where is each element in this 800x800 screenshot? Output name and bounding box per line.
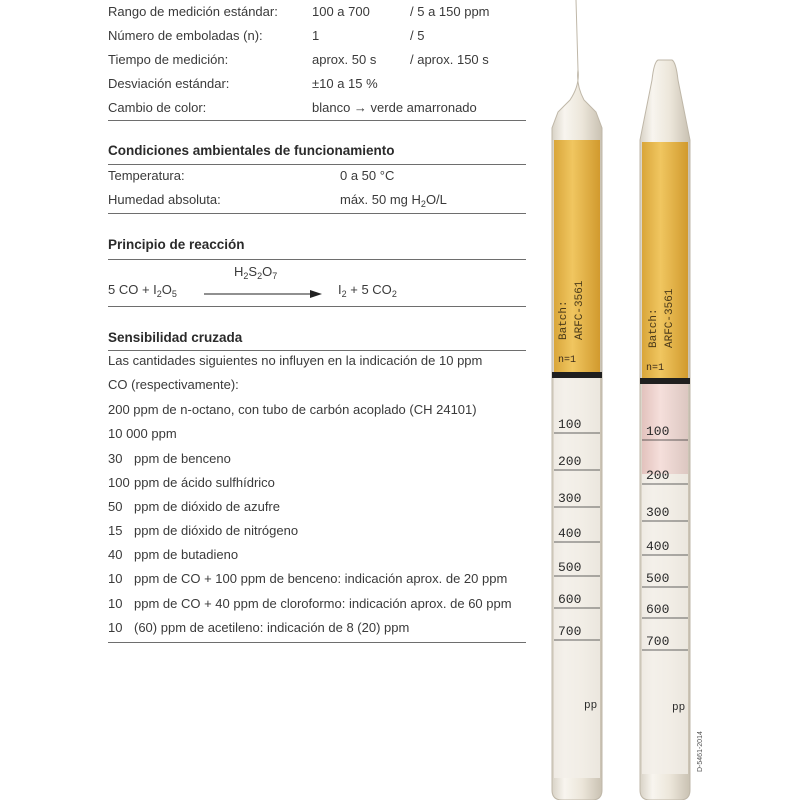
products bbox=[338, 282, 397, 299]
spec-row-range bbox=[108, 0, 526, 24]
divider bbox=[108, 642, 526, 643]
scale-unit: pp bbox=[584, 700, 598, 712]
item-amount: 100 bbox=[108, 475, 130, 490]
scale-label: 600 bbox=[558, 592, 582, 607]
item-text: ppm de benceno bbox=[134, 451, 231, 466]
tube-right bbox=[640, 60, 690, 800]
catalyst bbox=[234, 264, 277, 281]
detector-tubes bbox=[540, 0, 700, 800]
scale-label: 400 bbox=[558, 526, 582, 541]
spec-label: Rango de medición estándar: bbox=[108, 4, 278, 19]
divider bbox=[108, 306, 526, 307]
spec-label: Número de emboladas (n): bbox=[108, 28, 263, 43]
spec-row-strokes bbox=[108, 24, 526, 48]
item-amount: 40 bbox=[108, 547, 123, 562]
reaction-arrow-icon bbox=[204, 290, 322, 298]
ambient-value-text: O/L bbox=[425, 192, 447, 207]
reactant-text: 5 CO + I bbox=[108, 282, 157, 297]
cross-line: 200 ppm de n-octano, con tubo de carbón acoplado (CH 24101) bbox=[108, 402, 477, 417]
ambient-value-sub: 2 bbox=[420, 199, 426, 209]
list-item bbox=[108, 447, 231, 471]
reactant-sub: 2 bbox=[156, 289, 162, 299]
product-text: I bbox=[338, 282, 342, 297]
product-sub: 2 bbox=[391, 289, 397, 299]
scale-label: 100 bbox=[558, 417, 582, 432]
spec-row-color-change bbox=[108, 96, 526, 120]
tube-left bbox=[552, 0, 602, 800]
item-amount: 15 bbox=[108, 523, 123, 538]
spec-value: aprox. 50 s bbox=[312, 52, 377, 67]
spec-value: 1 bbox=[312, 28, 320, 43]
section-heading-reaction: Principio de reacción bbox=[108, 237, 245, 252]
list-item bbox=[108, 519, 298, 543]
cross-intro: CO (respectivamente): bbox=[108, 377, 239, 392]
scale-label: 500 bbox=[646, 571, 670, 586]
ambient-value: 0 a 50 °C bbox=[340, 168, 395, 183]
image-credit: D-5461-2014 bbox=[697, 731, 704, 772]
section-heading-cross-sensitivity: Sensibilidad cruzada bbox=[108, 330, 243, 345]
item-amount: 10 bbox=[108, 620, 123, 635]
item-amount: 30 bbox=[108, 451, 123, 466]
item-text: ppm de butadieno bbox=[134, 547, 239, 562]
spec-row-deviation bbox=[108, 72, 526, 96]
spec-value: ±10 a 15 % bbox=[312, 76, 378, 91]
item-text: ppm de CO + 40 ppm de cloroformo: indicación aprox. de 60 ppm bbox=[134, 596, 512, 611]
scale-label: 400 bbox=[646, 539, 670, 554]
cross-line: 10 000 ppm bbox=[108, 426, 177, 441]
scale-label: 200 bbox=[646, 468, 670, 483]
tube-left-band bbox=[552, 372, 602, 378]
list-item bbox=[108, 543, 238, 567]
ambient-row-temperature bbox=[108, 164, 526, 188]
reaction-equation bbox=[108, 262, 526, 302]
catalyst-text: S bbox=[248, 264, 258, 279]
section-heading-ambient: Condiciones ambientales de funcionamiento bbox=[108, 143, 395, 158]
list-item bbox=[108, 616, 409, 640]
scale-label: 700 bbox=[646, 634, 670, 649]
batch-code: ARFC-3561 bbox=[664, 288, 676, 348]
cross-intro: Las cantidades siguientes no influyen en la indicación de 10 ppm bbox=[108, 353, 483, 368]
item-text: ppm de CO + 100 ppm de benceno: indicación aprox. de 20 ppm bbox=[134, 571, 508, 586]
product-sub: 2 bbox=[341, 289, 347, 299]
divider bbox=[108, 120, 526, 121]
list-item bbox=[108, 471, 275, 495]
ambient-value-text: máx. 50 mg H bbox=[340, 192, 421, 207]
ambient-row-humidity bbox=[108, 188, 526, 212]
tube-right-band bbox=[640, 378, 690, 384]
ambient-label: Humedad absoluta: bbox=[108, 192, 221, 207]
scale-label: 100 bbox=[646, 424, 670, 439]
catalyst-text: O bbox=[262, 264, 273, 279]
spec-value: 100 a 700 bbox=[312, 4, 370, 19]
scale-label: 300 bbox=[646, 505, 670, 520]
spec-label: Cambio de color: bbox=[108, 100, 207, 115]
spec-value-alt: / 5 a 150 ppm bbox=[410, 4, 490, 19]
batch-label: Batch: bbox=[648, 308, 660, 348]
scale-label: 700 bbox=[558, 624, 582, 639]
list-item bbox=[108, 567, 507, 591]
reactants bbox=[108, 282, 177, 299]
batch-label: Batch: bbox=[558, 300, 570, 340]
divider bbox=[108, 213, 526, 214]
catalyst-sub: 7 bbox=[272, 271, 278, 281]
product-text: + 5 CO bbox=[346, 282, 392, 297]
stroke-count: n=1 bbox=[646, 363, 665, 374]
catalyst-sub: 2 bbox=[257, 271, 263, 281]
reactant-text: O bbox=[161, 282, 172, 297]
ambient-value bbox=[340, 188, 447, 216]
spec-value-alt: / aprox. 150 s bbox=[410, 52, 489, 67]
item-text: (60) ppm de acetileno: indicación de 8 (20) ppm bbox=[134, 620, 410, 635]
scale-label: 500 bbox=[558, 560, 582, 575]
scale-unit: pp bbox=[672, 702, 686, 714]
batch-code: ARFC-3561 bbox=[574, 280, 586, 340]
scale-label: 300 bbox=[558, 491, 582, 506]
spec-value: blanco → verde amarronado bbox=[312, 100, 477, 115]
stroke-count: n=1 bbox=[558, 355, 577, 366]
spec-label: Desviación estándar: bbox=[108, 76, 230, 91]
item-text: ppm de ácido sulfhídrico bbox=[134, 475, 275, 490]
ambient-label: Temperatura: bbox=[108, 168, 185, 183]
catalyst-text: H bbox=[234, 264, 244, 279]
item-text: ppm de dióxido de azufre bbox=[134, 499, 280, 514]
catalyst-sub: 2 bbox=[243, 271, 249, 281]
list-item bbox=[108, 495, 280, 519]
reactant-sub: 5 bbox=[171, 289, 177, 299]
spec-value-alt: / 5 bbox=[410, 28, 425, 43]
scale-label: 600 bbox=[646, 602, 670, 617]
spec-label: Tiempo de medición: bbox=[108, 52, 229, 67]
item-amount: 10 bbox=[108, 571, 123, 586]
divider bbox=[108, 259, 526, 260]
item-amount: 10 bbox=[108, 596, 123, 611]
item-text: ppm de dióxido de nitrógeno bbox=[134, 523, 299, 538]
item-amount: 50 bbox=[108, 499, 123, 514]
scale-label: 200 bbox=[558, 454, 582, 469]
list-item bbox=[108, 592, 512, 616]
spec-row-time bbox=[108, 48, 526, 72]
